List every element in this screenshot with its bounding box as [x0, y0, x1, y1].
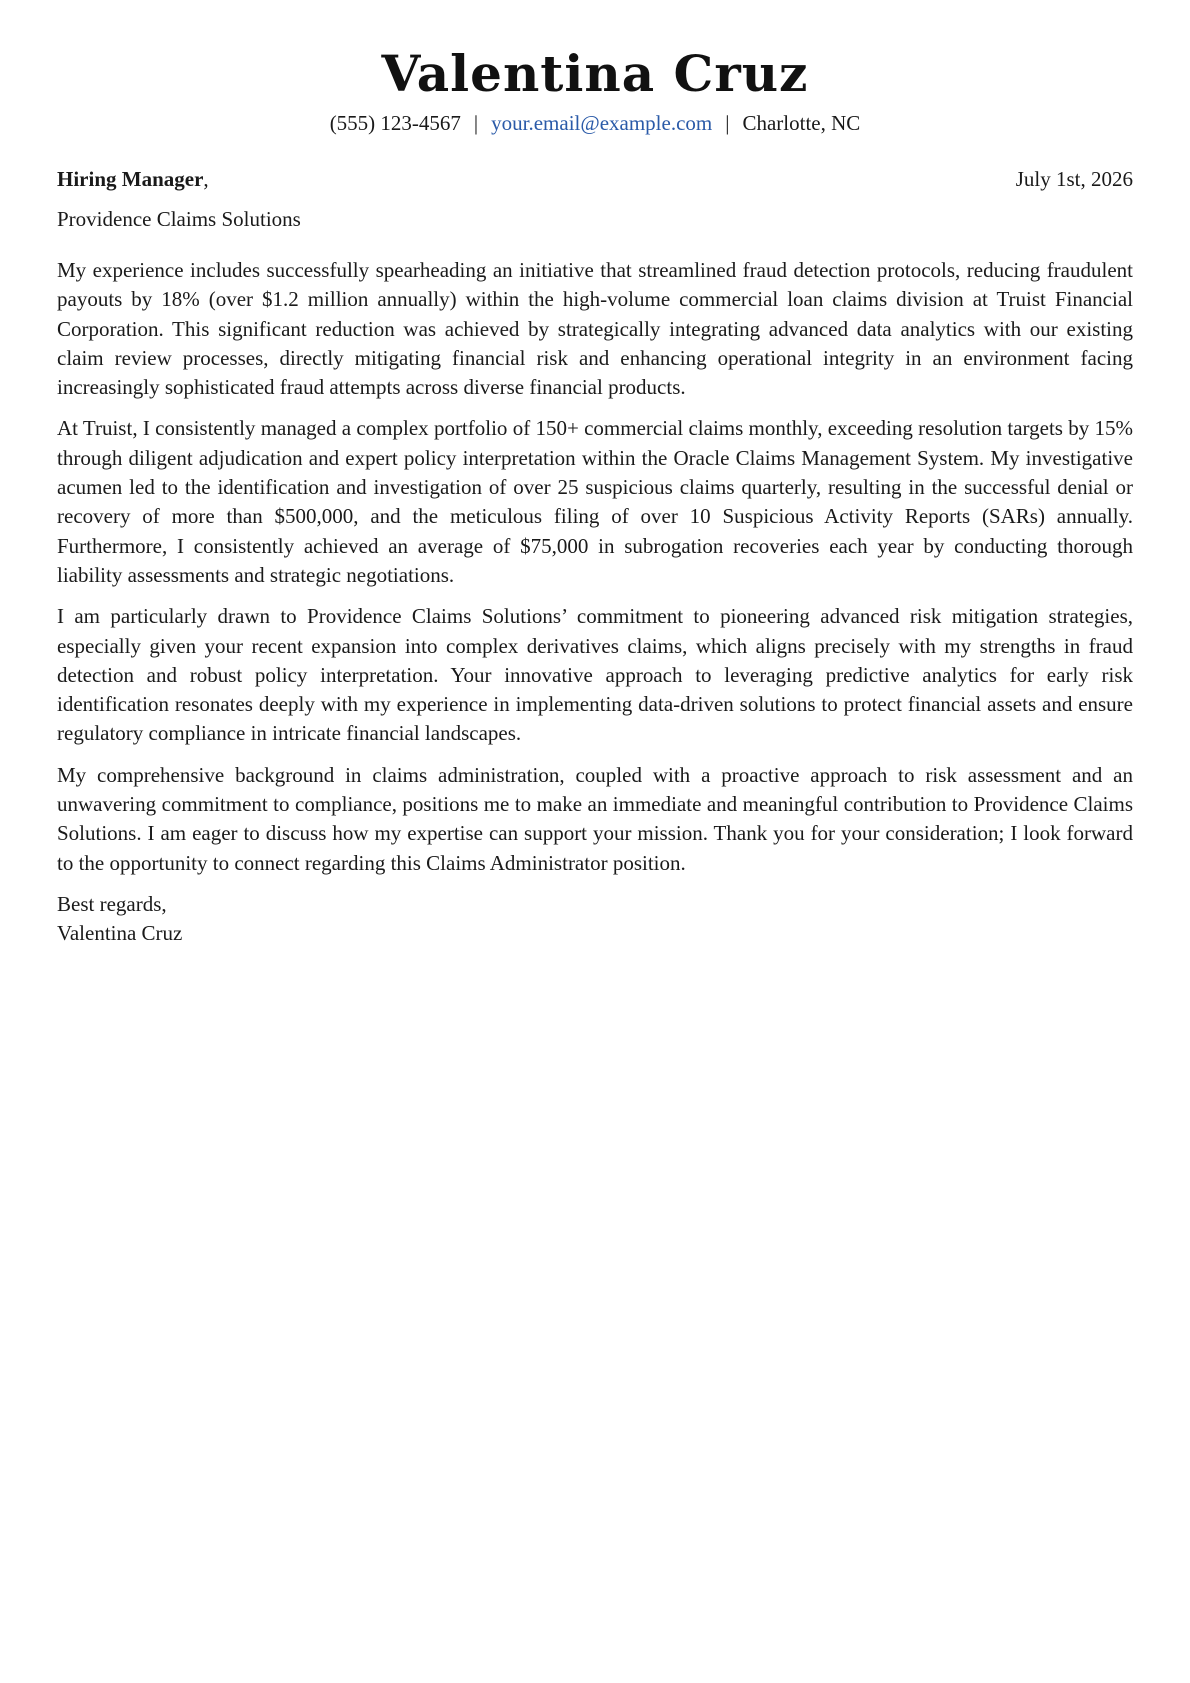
- phone-number: (555) 123-4567: [329, 111, 461, 135]
- email-link[interactable]: your.email@example.com: [491, 111, 713, 135]
- recipient-company: Providence Claims Solutions: [57, 207, 301, 231]
- letter-date: July 1st, 2026: [1015, 167, 1133, 191]
- location: Charlotte, NC: [742, 111, 861, 135]
- separator: |: [473, 111, 479, 135]
- letter-body: [57, 256, 1133, 878]
- signoff: Best regards,: [57, 891, 167, 916]
- salutation: [57, 166, 209, 192]
- body-paragraph: I am particularly drawn to Providence Claims Solutions’ commitment to pioneering advanced risk mitigation strategies, especially given your recent expansion into complex derivatives claims, which aligns precisely with my strengths in fraud detection and robust policy interpretation. Your innovative approach to leveraging predictive analytics for early risk identification resonates deeply with my experience in implementing data-driven solutions to protect financial assets and ensure regulatory compliance in intricate financial landscapes.: [57, 604, 1133, 746]
- body-paragraph: My experience includes successfully spearheading an initiative that streamlined fraud detection protocols, reducing fraudulent payouts by 18% (over $1.2 million annually) within the high-volume commercial loan claims division at Truist Financial Corporation. This significant reduction was achieved by strategically integrating advanced data analytics with our existing claim review processes, directly mitigating financial risk and enhancing operational integrity in an environment facing increasingly sophisticated fraud attempts across diverse financial products.: [57, 258, 1133, 400]
- cover-letter-page: [57, 0, 1133, 949]
- contact-line: [57, 110, 1133, 136]
- closing-block: [57, 890, 1133, 949]
- body-paragraph: At Truist, I consistently managed a complex portfolio of 150+ commercial claims monthly, exceeding resolution targets by 15% through diligent adjudication and expert policy interpretation within the Oracle Claims Management System. My investigative acumen led to the identification and investigation of over 25 suspicious claims quarterly, resulting in the successful denial or recovery of more than $500,000, and the meticulous filing of over 10 Suspicious Activity Reports (SARs) annually. Furthermore, I consistently achieved an average of $75,000 in subrogation recoveries each year by conducting thorough liability assessments and strategic negotiations.: [57, 416, 1133, 587]
- signature: Valentina Cruz: [57, 921, 183, 946]
- salutation-punctuation: ,: [203, 167, 209, 191]
- salutation-row: [57, 166, 1133, 192]
- separator: |: [725, 111, 730, 135]
- body-paragraph: My comprehensive background in claims administration, coupled with a proactive approach to risk assessment and an unwavering commitment to compliance, positions me to make an immediate and meaningful contribution to Providence Claims Solutions. I am eager to discuss how my expertise can support your mission. Thank you for your consideration; I look forward to the opportunity to connect regarding this Claims Administrator position.: [57, 762, 1133, 875]
- applicant-name: Valentina Cruz: [381, 44, 809, 103]
- recipient-name: Hiring Manager: [57, 167, 204, 191]
